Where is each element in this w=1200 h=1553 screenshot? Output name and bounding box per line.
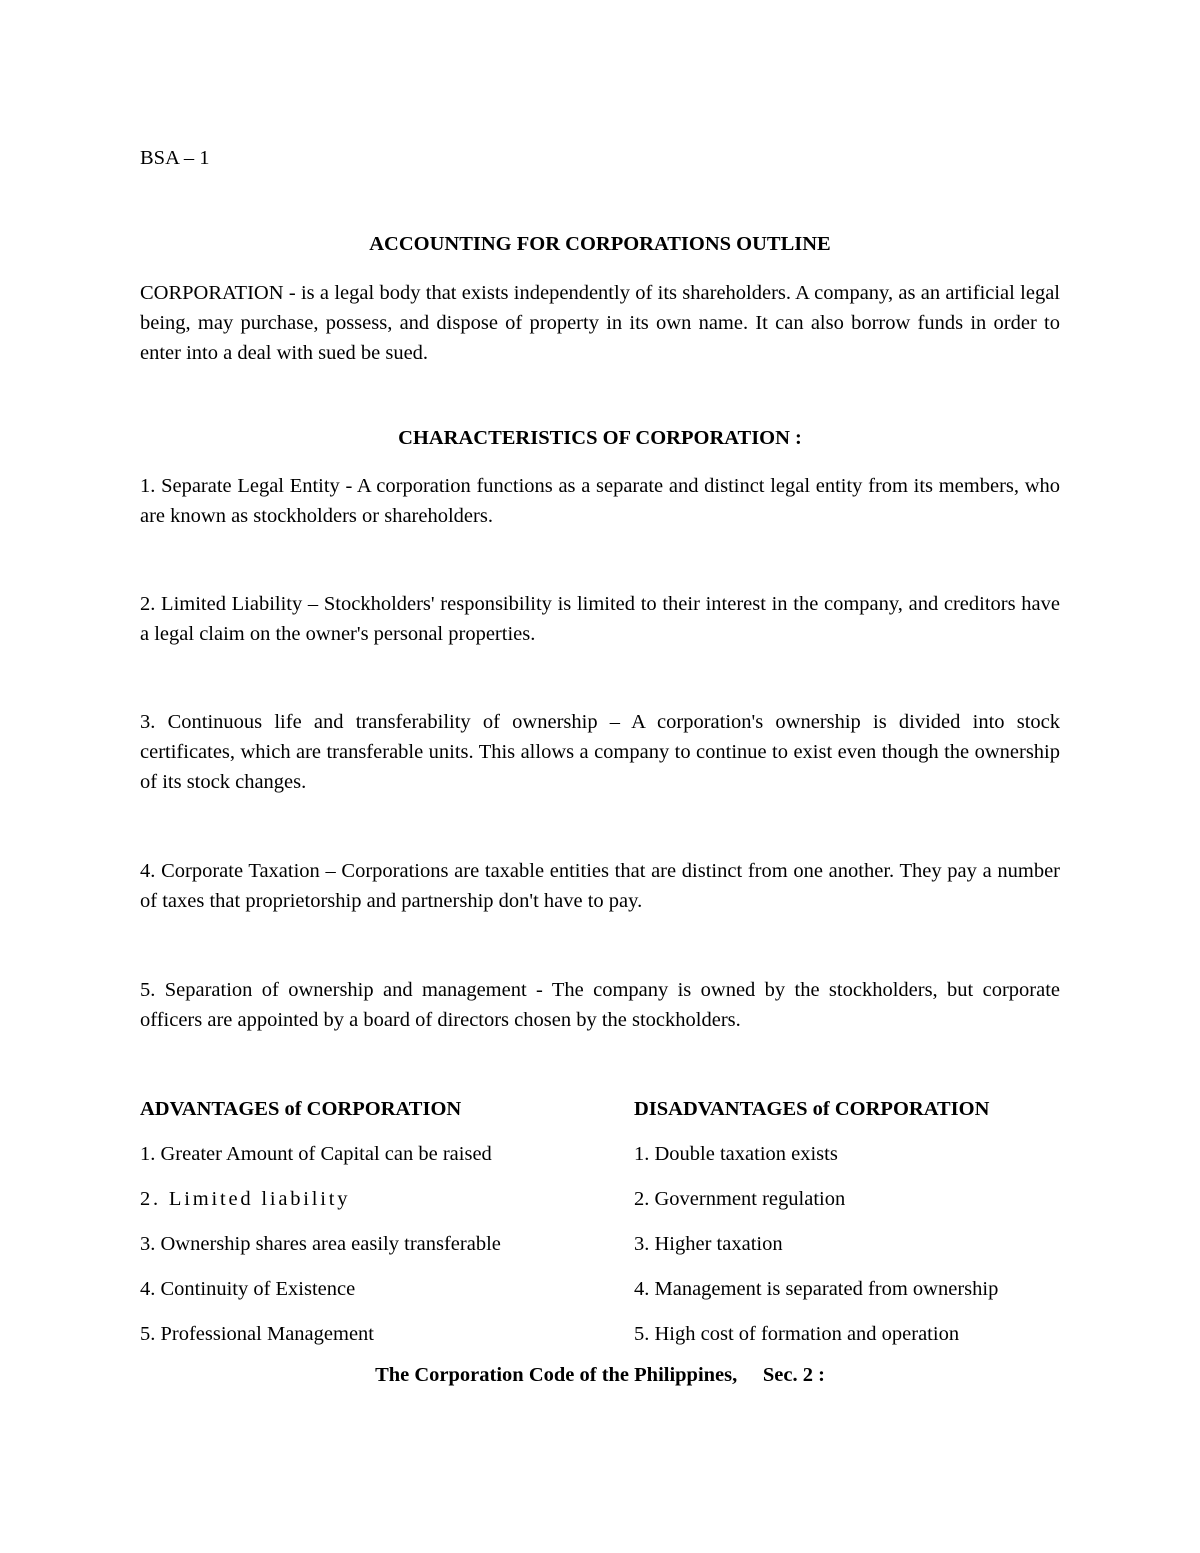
characteristic-item: 2. Limited Liability – Stockholders' responsibility is limited to their interest in the company, and creditors have a legal claim on the owner's personal properties. — [140, 593, 1060, 645]
advantage-item: 2. Limited liability — [140, 1188, 351, 1210]
disadvantages-list — [634, 1139, 1074, 1364]
advantage-item: 3. Ownership shares area easily transferable — [140, 1233, 501, 1255]
advantage-item: 1. Greater Amount of Capital can be raised — [140, 1143, 492, 1165]
disadvantage-item: 2. Government regulation — [634, 1188, 846, 1210]
document-title: ACCOUNTING FOR CORPORATIONS OUTLINE — [369, 233, 831, 255]
advantage-item: 4. Continuity of Existence — [140, 1278, 356, 1300]
advantages-list — [140, 1139, 600, 1364]
disadvantage-item: 3. Higher taxation — [634, 1233, 783, 1255]
disadvantages-column — [634, 1094, 1074, 1364]
disadvantage-item: 4. Management is separated from ownership — [634, 1278, 999, 1300]
characteristic-item: 1. Separate Legal Entity - A corporation functions as a separate and distinct legal entity from its members, who are known as stockholders or shareholders. — [140, 475, 1060, 527]
characteristic-item: 5. Separation of ownership and management - The company is owned by the stockholders, but corporate officers are appointed by a board of directors chosen by the stockholders. — [140, 979, 1060, 1031]
advantages-heading: ADVANTAGES of CORPORATION — [140, 1098, 462, 1120]
course-code: BSA – 1 — [140, 147, 210, 169]
corporation-code-heading: The Corporation Code of the Philippines, Sec. 2 : — [375, 1364, 825, 1386]
characteristic-item: 4. Corporate Taxation – Corporations are taxable entities that are distinct from one another. They pay a number of taxes that proprietorship and partnership don't have to pay. — [140, 860, 1060, 912]
characteristics-heading: CHARACTERISTICS OF CORPORATION : — [398, 427, 802, 449]
advantages-column — [140, 1094, 600, 1364]
disadvantage-item: 1. Double taxation exists — [634, 1143, 838, 1165]
disadvantage-item: 5. High cost of formation and operation — [634, 1323, 960, 1345]
advantage-item: 5. Professional Management — [140, 1323, 374, 1345]
characteristic-item: 3. Continuous life and transferability of ownership – A corporation's ownership is divided into stock certificates, which are transferable units. This allows a company to continue to exist even though the ownership of its stock changes. — [140, 711, 1060, 793]
disadvantages-heading: DISADVANTAGES of CORPORATION — [634, 1098, 990, 1120]
corporation-definition: CORPORATION - is a legal body that exists independently of its shareholders. A company, as an artificial legal being, may purchase, possess, and dispose of property in its own name. It can also borrow funds in order to enter into a deal with sued be sued. — [140, 282, 1060, 364]
